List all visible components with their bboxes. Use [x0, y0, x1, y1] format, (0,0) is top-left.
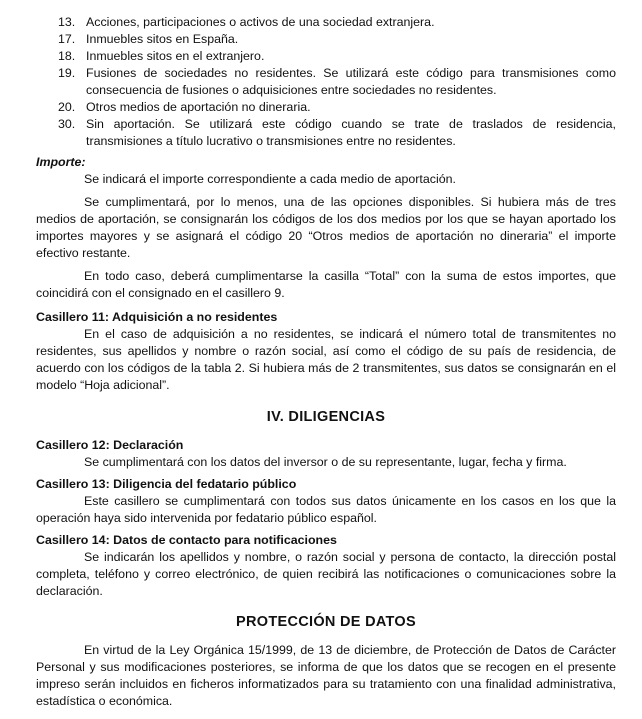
importe-paragraph-1: Se indicará el importe correspondiente a cada medio de aportación.	[84, 172, 456, 186]
list-item	[36, 65, 616, 99]
code-number: 18.	[58, 49, 76, 63]
code-description: Sin aportación. Se utilizará este código cuando se trate de traslados de residencia, transmisiones a título lucrativo o transmisiones entre no residentes.	[86, 117, 616, 148]
casillero-14-heading: Casillero 14: Datos de contacto para notificaciones	[36, 533, 337, 547]
casillero-11-text: En el caso de adquisición a no residentes, se indicará el número total de transmitentes no residentes, sus apellidos y nombre o razón social, así como el código de su país de residencia, de acuerdo con los códigos de la tabla 2. Si hubiera más de 2 transmitentes, sus datos se consignarán en el modelo “Hoja adicional”.	[36, 327, 616, 392]
code-description: Inmuebles sitos en España.	[86, 32, 239, 46]
casillero-13-heading: Casillero 13: Diligencia del fedatario público	[36, 477, 297, 491]
proteccion-datos-section-title: PROTECCIÓN DE DATOS	[236, 614, 416, 630]
list-item	[36, 14, 616, 31]
importe-paragraph-3: En todo caso, deberá cumplimentarse la casilla “Total” con la suma de estos importes, que coincidirá con el consignado en el casillero 9.	[36, 269, 616, 300]
list-item	[36, 31, 616, 48]
code-description: Otros medios de aportación no dineraria.	[86, 100, 311, 114]
code-number: 17.	[58, 32, 76, 46]
importe-heading: Importe:	[36, 155, 86, 169]
code-number: 20.	[58, 100, 76, 114]
code-description: Fusiones de sociedades no residentes. Se utilizará este código para transmisiones como consecuencia de fusiones o adquisiciones entre sociedades no residentes.	[86, 66, 616, 97]
list-item	[36, 48, 616, 65]
code-number: 13.	[58, 15, 76, 29]
contribution-code-list	[36, 14, 616, 150]
code-number: 19.	[58, 66, 76, 80]
code-description: Acciones, participaciones o activos de una sociedad extranjera.	[86, 15, 435, 29]
code-description: Inmuebles sitos en el extranjero.	[86, 49, 265, 63]
code-number: 30.	[58, 117, 76, 131]
importe-paragraph-2: Se cumplimentará, por lo menos, una de las opciones disponibles. Si hubiera más de tres medios de aportación, se consignarán los códigos de los dos medios por los que se hayan aportado los importes mayores y se asignará el código 20 “Otros medios de aportación no dineraria” el importe efectivo restante.	[36, 195, 616, 260]
casillero-13-text: Este casillero se cumplimentará con todos sus datos únicamente en los casos en los que la operación haya sido intervenida por fedatario público español.	[36, 494, 616, 525]
list-item	[36, 99, 616, 116]
proteccion-datos-text: En virtud de la Ley Orgánica 15/1999, de 13 de diciembre, de Protección de Datos de Carácter Personal y sus modificaciones posteriores, se informa de que los datos que se recogen en el presente impreso serán incluidos en ficheros informatizados para su tratamiento con una finalidad administrativa, estadística o económica.	[36, 643, 616, 708]
casillero-11-heading: Casillero 11: Adquisición a no residentes	[36, 310, 278, 324]
diligencias-section-title: IV. DILIGENCIAS	[266, 409, 386, 425]
document-page	[36, 14, 616, 710]
casillero-14-text: Se indicarán los apellidos y nombre, o razón social y persona de contacto, la dirección postal completa, teléfono y correo electrónico, de quien recibirá las notificaciones o comunicaciones sobre la declaración.	[36, 550, 616, 598]
list-item	[36, 116, 616, 150]
casillero-12-heading: Casillero 12: Declaración	[36, 438, 184, 452]
casillero-12-text: Se cumplimentará con los datos del inversor o de su representante, lugar, fecha y firma.	[84, 455, 567, 469]
